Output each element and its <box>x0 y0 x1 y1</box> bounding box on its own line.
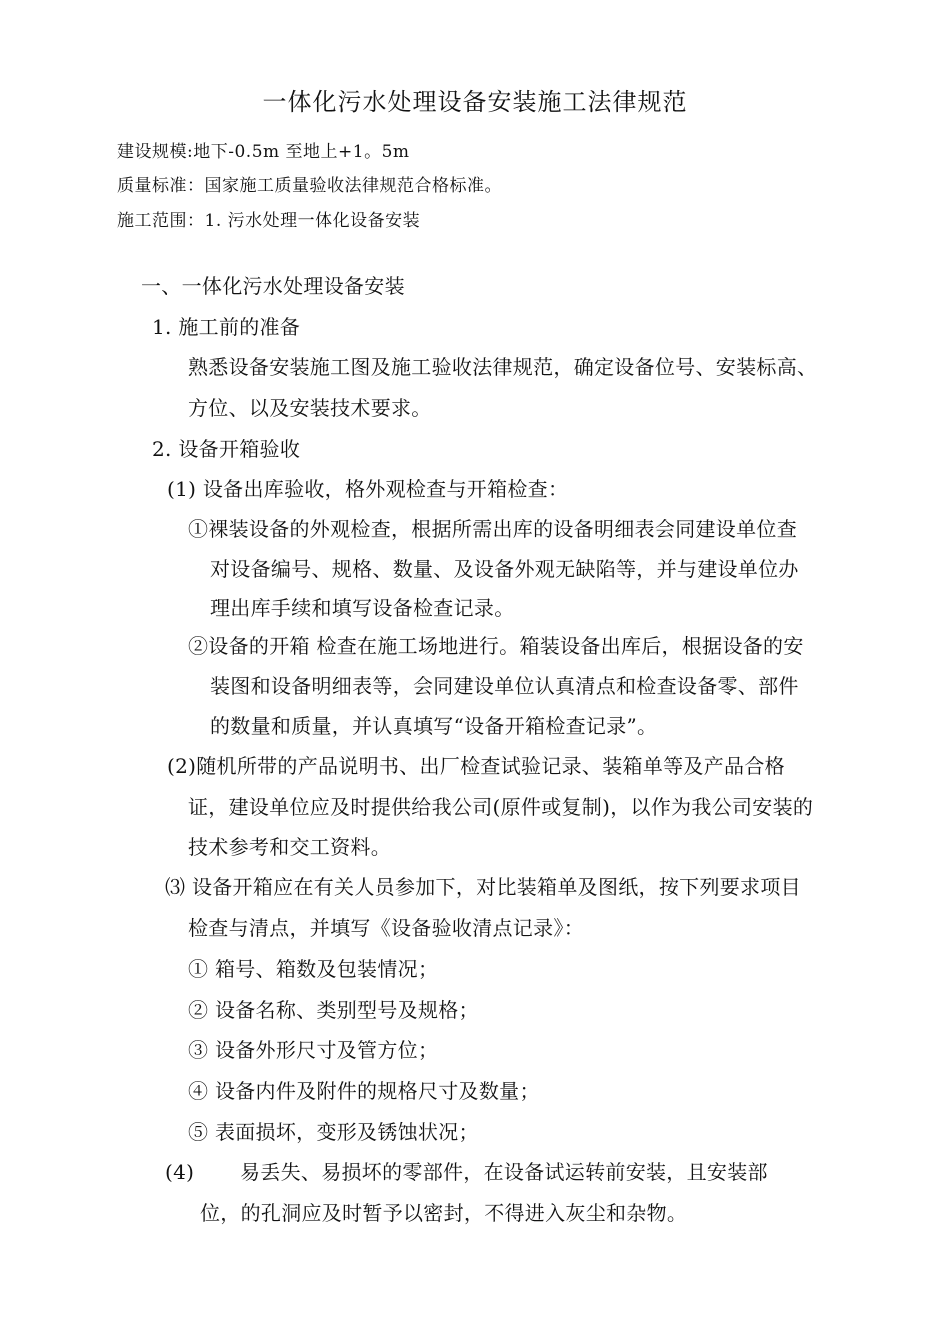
subsection-heading-unpacking: 2. 设备开箱验收 <box>152 437 301 461</box>
list-item-2: (2)随机所带的产品说明书、出厂检查试验记录、装箱单等及产品合格 <box>167 754 785 778</box>
checklist-item: ③ 设备外形尺寸及管方位； <box>188 1038 439 1062</box>
checklist-item: ① 箱号、箱数及包装情况； <box>188 957 439 981</box>
paragraph-line: 位，的孔洞应及时暂予以密封，不得进入灰尘和杂物。 <box>200 1201 688 1225</box>
checklist-item: ② 设备名称、类别型号及规格； <box>188 998 479 1022</box>
checklist-item: ⑤ 表面损坏，变形及锈蚀状况； <box>188 1120 479 1144</box>
paragraph-line: 熟悉设备安装施工图及施工验收法律规范，确定设备位号、安装标高、 <box>188 355 818 379</box>
construction-scale: 建设规模:地下-0.5m 至地上+1。5m <box>117 142 410 162</box>
list-item-4-number: (4) <box>165 1160 195 1184</box>
paragraph-line: ①裸装设备的外观检查，根据所需出库的设备明细表会同建设单位查 <box>188 517 797 541</box>
construction-scope: 施工范围：1. 污水处理一体化设备安装 <box>117 211 421 231</box>
paragraph-line: 装图和设备明细表等，会同建设单位认真清点和检查设备零、部件 <box>210 674 799 698</box>
checklist-item: ④ 设备内件及附件的规格尺寸及数量； <box>188 1079 540 1103</box>
paragraph-line: 对设备编号、规格、数量、及设备外观无缺陷等，并与建设单位办 <box>210 557 799 581</box>
paragraph-line: 证，建设单位应及时提供给我公司(原件或复制)，以作为我公司安装的 <box>188 795 814 819</box>
paragraph-line: 易丢失、易损坏的零部件，在设备试运转前安装，且安装部 <box>240 1160 768 1184</box>
list-item-3: ⑶ 设备开箱应在有关人员参加下，对比装箱单及图纸，按下列要求项目 <box>165 875 801 899</box>
paragraph-line: 方位、以及安装技术要求。 <box>188 396 432 420</box>
paragraph-line: 的数量和质量，并认真填写“设备开箱检查记录”。 <box>210 714 658 738</box>
paragraph-line: 理出库手续和填写设备检查记录。 <box>210 596 515 620</box>
paragraph-line: 技术参考和交工资料。 <box>188 835 391 859</box>
list-item-1: (1) 设备出库验收，格外观检查与开箱检查： <box>167 477 569 501</box>
quality-standard: 质量标准：国家施工质量验收法律规范合格标准。 <box>117 176 502 196</box>
subsection-heading-preparation: 1. 施工前的准备 <box>152 315 301 339</box>
document-title: 一体化污水处理设备安装施工法律规范 <box>262 88 688 116</box>
section-heading: 一、一体化污水处理设备安装 <box>141 274 405 298</box>
paragraph-line: ②设备的开箱 检查在施工场地进行。箱装设备出库后，根据设备的安 <box>188 634 804 658</box>
paragraph-line: 检查与清点，并填写《设备验收清点记录》： <box>188 916 584 940</box>
